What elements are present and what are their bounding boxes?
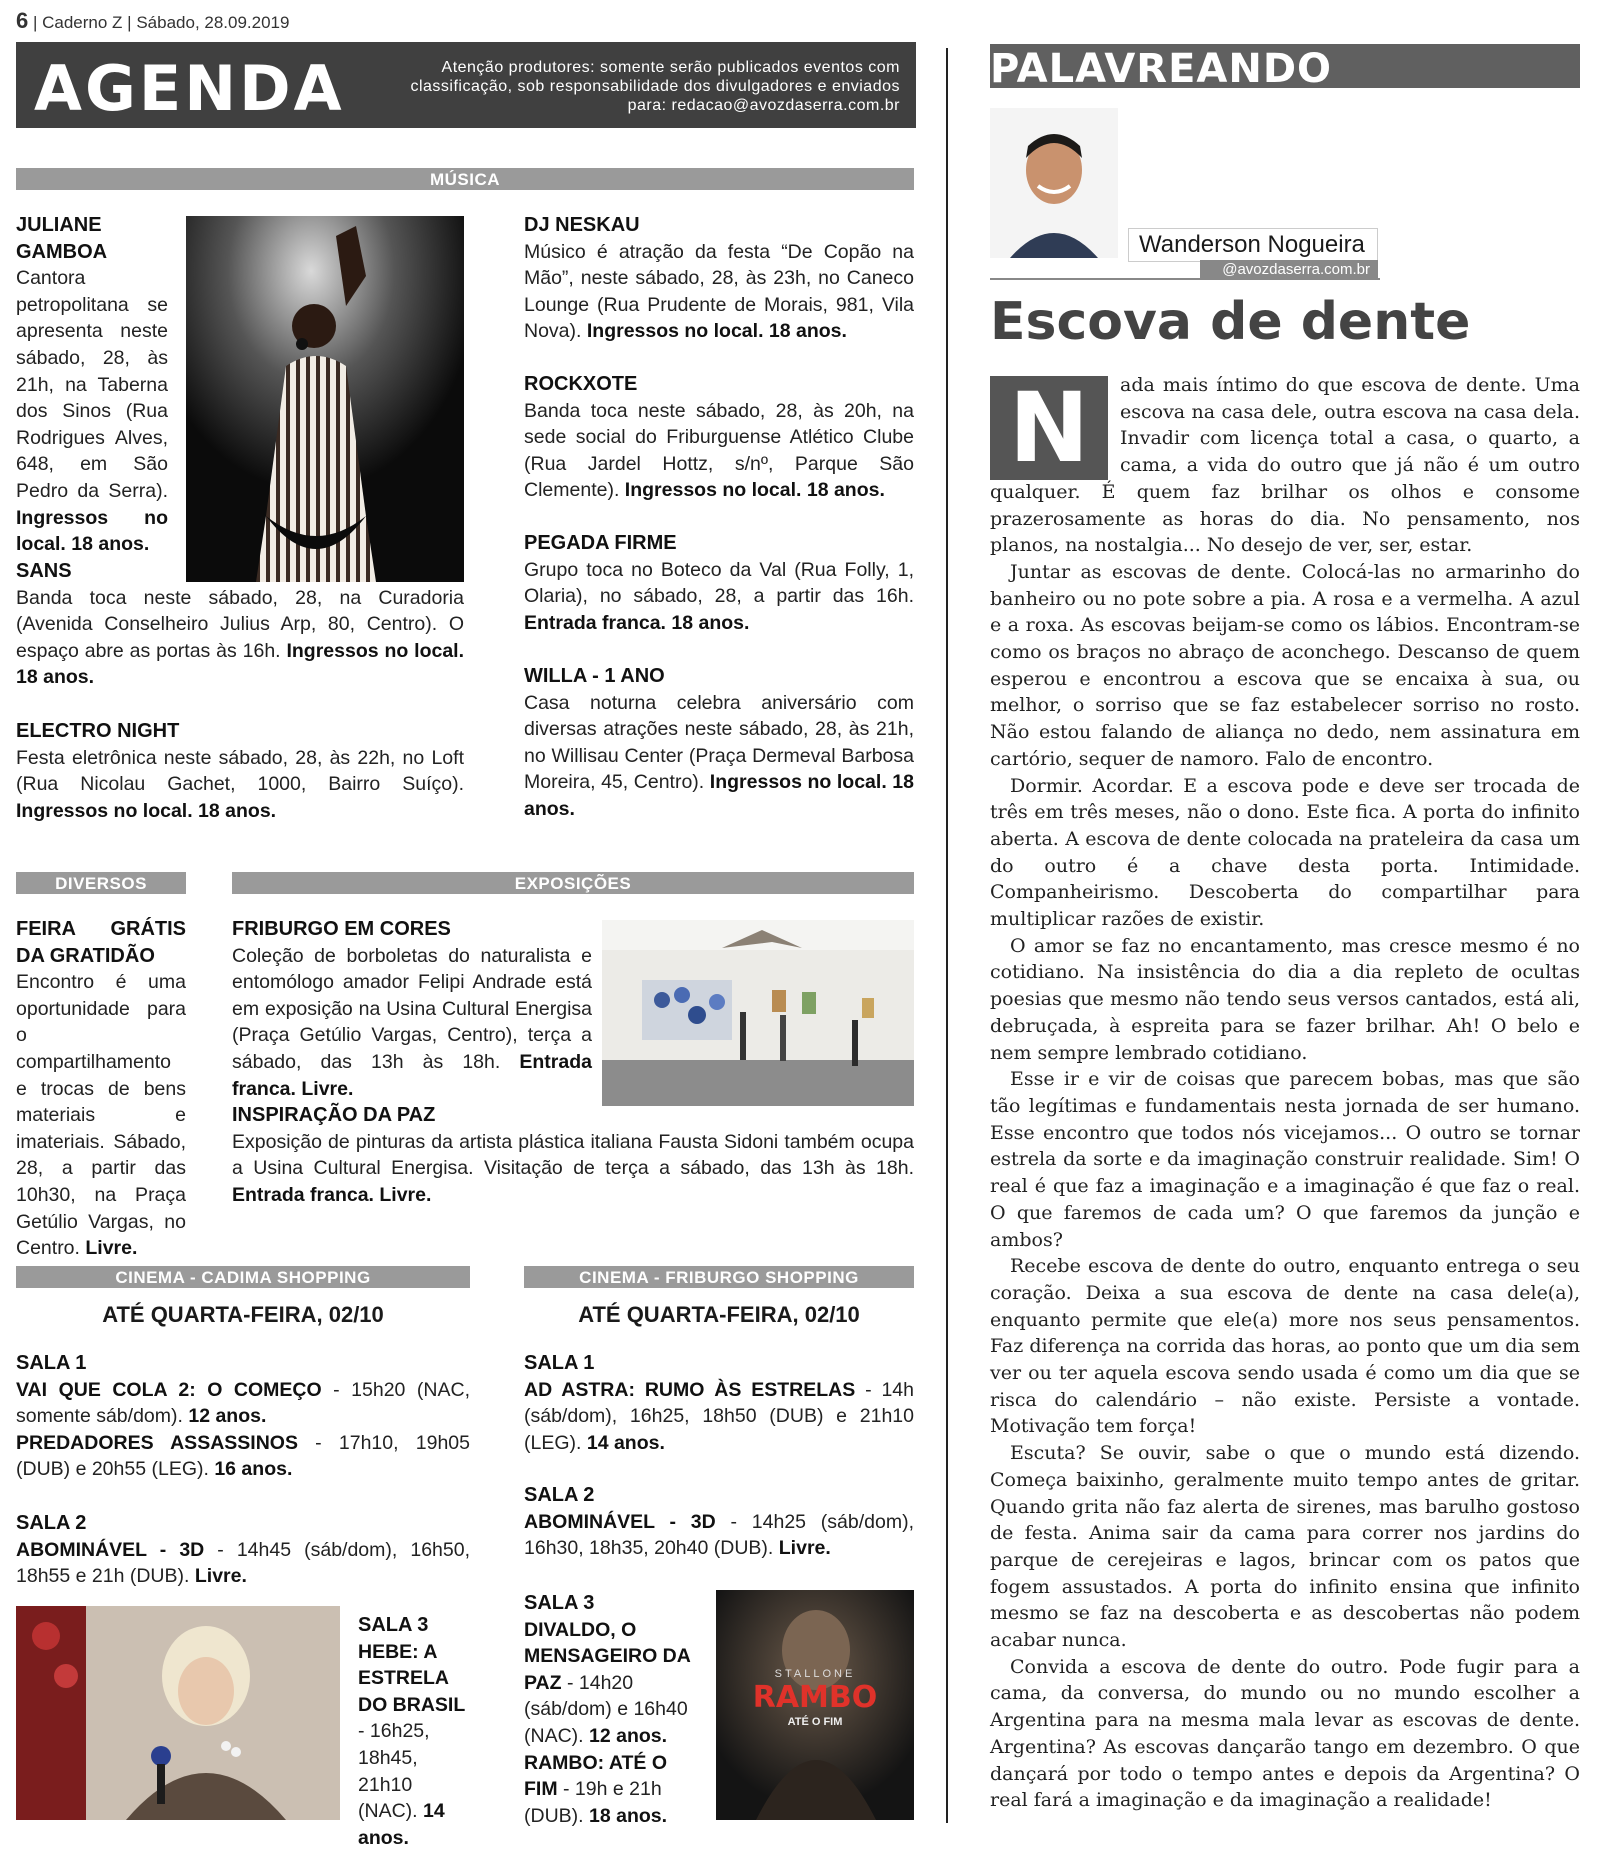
film-title: ABOMINÁVEL - 3D: [524, 1510, 716, 1533]
author-name: Wanderson Nogueira: [1128, 228, 1378, 262]
event-body: Encontro é uma oportunidade para o compartilhamento e trocas de bens materiais e imateriais. Sábado, 28, a partir das 10h30, na Praça Getúlio Vargas, no Centro.: [16, 971, 186, 1260]
cinema-cadima-header: CINEMA - CADIMA SHOPPING: [16, 1266, 470, 1288]
film-title: DIVALDO, O MENSAGEIRO DA PAZ: [524, 1618, 691, 1694]
exhibition-photo: [602, 920, 914, 1106]
event-inspiracao-paz: [232, 1102, 914, 1208]
friburgo-sala-3: [524, 1590, 696, 1829]
agenda-notice: Atenção produtores: somente serão publicados eventos com classificação, sob responsabilidade dos divulgadores e enviados para: redacao@avozdaserra.com.br: [410, 59, 900, 114]
column-divider: [946, 48, 948, 1823]
event-info: Ingressos no local. 18 anos.: [524, 771, 914, 820]
film-rating: 12 anos.: [589, 1724, 668, 1747]
rambo-poster: [716, 1590, 914, 1820]
cinema-cadima-until: ATÉ QUARTA-FEIRA, 02/10: [102, 1302, 384, 1327]
film-rating: 16 anos.: [214, 1458, 293, 1481]
event-pegada: [524, 530, 914, 636]
event-title: PEGADA FIRME: [524, 532, 677, 554]
film-times: - 15h20 (NAC, somente sáb/dom).: [16, 1378, 470, 1428]
film-times: - 14h25 (sáb/dom), 16h30, 18h35, 20h40 (DUB).: [524, 1510, 914, 1560]
event-info: Ingressos no local. 18 anos.: [624, 479, 885, 502]
sala-label: SALA 3: [524, 1592, 595, 1614]
author-photo: [990, 108, 1118, 258]
film-rating: 12 anos.: [188, 1405, 267, 1428]
event-title: FEIRA GRÁTIS DA GRATIDÃO: [16, 918, 186, 967]
film-title: PREDADORES ASSASSINOS: [16, 1431, 298, 1454]
byline-rule: [990, 278, 1380, 280]
film-times: - 14h20 (sáb/dom) e 16h40 (NAC).: [524, 1671, 688, 1747]
paragraph: Esse ir e vir de coisas que parecem bobas, mas que são tão legítimas e fundamentais nesta jornada de ser humano. Esse encontro que todos nós vicejamos... O outro se tornar estrela da sorte e da imaginação construir realidade. Sim! O real é que faz a imaginação e a imaginação é que faz o real. O que faremos de cada um? O que faremos da junção e ambos?: [990, 1068, 1580, 1251]
event-info: Entrada franca. Livre.: [232, 1183, 432, 1206]
event-info: Ingressos no local. 18 anos.: [16, 799, 277, 822]
event-info: Livre.: [85, 1237, 138, 1260]
event-body: Músico é atração da festa “De Copão na Mão”, neste sábado, 28, às 23h, no Caneco Lounge (Rua Prudente de Morais, 981, Vila Nova).: [524, 240, 914, 343]
cadima-sala-3: [358, 1612, 470, 1851]
event-title: SANS: [16, 560, 72, 582]
singer-photo: [186, 216, 464, 582]
agenda-title: AGENDA: [34, 52, 345, 125]
event-body: Grupo toca no Boteco da Val (Rua Folly, 1, Olaria), no sábado, 28, a partir das 16h.: [524, 558, 914, 608]
event-title: DJ NESKAU: [524, 214, 640, 236]
cadima-sala-1: [16, 1350, 470, 1483]
page-folio: 6 | Caderno Z | Sábado, 28.09.2019: [16, 8, 290, 33]
event-body: Banda toca neste sábado, 28, na Curadoria (Avenida Conselheiro Julius Arp, 80, Centro). O espaço abre as portas às 16h.: [16, 586, 464, 662]
sala-label: SALA 1: [16, 1352, 87, 1374]
column-body: [990, 372, 1580, 1814]
event-sans: [16, 558, 464, 691]
page-number: 6: [16, 8, 29, 33]
event-body: Casa noturna celebra aniversário com diversas atrações neste sábado, 28, às 21h, no Willisau Center (Praça Dermeval Barbosa Moreira, 45, Centro).: [524, 691, 914, 794]
event-info: Entrada franca. 18 anos.: [524, 611, 750, 634]
friburgo-sala-2: [524, 1482, 914, 1562]
palavreando-title: PALAVREANDO: [990, 46, 1333, 92]
event-electro: [16, 718, 464, 824]
film-title: ABOMINÁVEL - 3D: [16, 1538, 205, 1561]
paragraph: Juntar as escovas de dente. Colocá-las no armarinho do banheiro ou no pote sobre a pia. A rosa e a vermelha. A azul e a roxa. As escovas beijam-se como os lábios. Encontram-se como os braços no abraço de aconchego. Descanso de quem esperou e encontrou a escova que se encaixa à sua, ou melhor, o sorriso que se faz estabelecer sorriso no rosto. Não estou falando de aliança no dedo, nem assinatura em cartório, sequer de namoro. Falo de encontro.: [990, 560, 1580, 770]
event-title: FRIBURGO EM CORES: [232, 918, 451, 940]
event-title: ROCKXOTE: [524, 373, 638, 395]
drop-cap-spacer: [990, 372, 1120, 478]
exposicoes-header: EXPOSIÇÕES: [232, 872, 914, 894]
event-body: Banda toca neste sábado, 28, às 20h, na sede social do Friburguense Atlético Clube (Rua Jardel Hottz, s/nº, Parque São Clemente).: [524, 399, 914, 502]
event-body: Exposição de pinturas da artista plástica italiana Fausta Sidoni também ocupa a Usina Cultural Energisa. Visitação de terça a sábado, das 13h às 18h.: [232, 1130, 914, 1180]
paragraph: Dormir. Acordar. E a escova pode e deve ser trocada de três em três meses, não o dono. Este fica. A porta do infinito aberta. A escova de dente colocada na prateleira da casa um do outro é a chave desta porta. Intimidade. Companheirismo. Descoberta do compartilhar para multiplicar razões de existir.: [990, 774, 1580, 931]
poster-title: RAMBO: [752, 1680, 878, 1715]
paragraph-text: ada mais íntimo do que escova de dente. Uma escova na casa dele, outra escova na casa dela. Invadir com licença total a casa, o quarto, a cama, a vida do outro que já não é um outro qualquer. É quem faz brilhar os olhos e consome prazerosamente as horas do dia. No pensamento, nos planos, na nostalgia... No desejo de ver, ser, estar.: [990, 374, 1580, 557]
event-info: Ingressos no local. 18 anos.: [16, 639, 465, 689]
film-title: RAMBO: ATÉ O FIM: [524, 1751, 667, 1801]
film-times: - 19h e 21h (DUB).: [524, 1778, 662, 1827]
event-info: Ingressos no local. 18 anos.: [16, 506, 168, 556]
sala-label: SALA 2: [16, 1512, 87, 1534]
film-rating: Livre.: [778, 1537, 831, 1560]
sala-label: SALA 3: [358, 1614, 429, 1636]
paragraph: [990, 372, 1580, 559]
event-title: INSPIRAÇÃO DA PAZ: [232, 1104, 436, 1126]
event-body: Cantora petropolitana se apresenta neste sábado, 28, às 21h, na Taberna dos Sinos (Rua Rodrigues Alves, 648, em São Pedro da Serra).: [16, 267, 168, 502]
issue-date: Sábado, 28.09.2019: [136, 13, 290, 32]
film-title: VAI QUE COLA 2: O COMEÇO: [16, 1378, 322, 1401]
event-feira: [16, 916, 186, 1262]
poster-subtitle: ATÉ O FIM: [787, 1716, 843, 1728]
film-rating: 14 anos.: [586, 1431, 665, 1454]
paragraph: O amor se faz no encantamento, mas cresce mesmo é no cotidiano. Na insistência do dia a dia repleto de ocultas poesias que mesmo não tendo seus versos cantados, está ali, debruçada, à espreita para se fazer brilhar. Ah! O belo e nem sempre lembrado cotidiano.: [990, 934, 1580, 1064]
film-times: - 16h25, 18h45, 21h10 (NAC).: [358, 1720, 430, 1823]
friburgo-sala-1: [524, 1350, 914, 1456]
event-neskau: [524, 212, 914, 345]
hebe-photo: [16, 1606, 340, 1820]
paragraph: Escuta? Se ouvir, sabe o que o mundo está dizendo. Começa baixinho, geralmente muito tempo antes de gritar. Quando grita não faz alerta de sirenes, mas barulho gostoso de festa. Anima sair da cama para correr nos jardins do parque de cerejeiras e lagos, brincar com os patos que fogem assustados. A porta do infinito ensina que infinito mesmo se faz na descoberta e as descobertas não podem acabar nunca.: [990, 1442, 1580, 1652]
event-rockxote: [524, 371, 914, 504]
film-times: - 14h45 (sáb/dom), 16h50, 18h55 e 21h (DUB).: [16, 1538, 470, 1588]
sala-label: SALA 1: [524, 1352, 595, 1374]
event-juliane: [16, 212, 168, 558]
film-rating: 14 anos.: [358, 1800, 445, 1849]
event-friburgo-cores: [232, 916, 592, 1102]
author-handle: @avozdaserra.com.br: [1200, 260, 1378, 280]
cadima-sala-2: [16, 1510, 470, 1590]
film-title: AD ASTRA: RUMO ÀS ESTRELAS: [524, 1378, 856, 1401]
diversos-header: DIVERSOS: [16, 872, 186, 894]
event-info: Ingressos no local. 18 anos.: [586, 320, 847, 343]
column-headline: Escova de dente: [990, 292, 1471, 352]
event-info: Entrada franca. Livre.: [232, 1050, 592, 1100]
film-rating: 18 anos.: [589, 1804, 668, 1827]
film-times: - 17h10, 19h05 (DUB) e 20h55 (LEG).: [16, 1431, 470, 1481]
event-body: Festa eletrônica neste sábado, 28, às 22h, no Loft (Rua Nicolau Gachet, 1000, Bairro Suíço).: [16, 746, 464, 796]
event-title: ELECTRO NIGHT: [16, 720, 180, 742]
cinema-friburgo-header: CINEMA - FRIBURGO SHOPPING: [524, 1266, 914, 1288]
event-title: JULIANE GAMBOA: [16, 214, 108, 263]
film-rating: Livre.: [194, 1565, 247, 1588]
sala-label: SALA 2: [524, 1484, 595, 1506]
film-title: HEBE: A ESTRELA DO BRASIL: [358, 1640, 466, 1716]
event-willa: [524, 663, 914, 823]
poster-actor: STALLONE: [774, 1668, 856, 1680]
cinema-friburgo-until: ATÉ QUARTA-FEIRA, 02/10: [578, 1302, 860, 1327]
paragraph: Recebe escova de dente do outro, enquanto entrega o seu coração. Deixa a sua escova de dente na casa dele(a), enquanto permite que ele(a) more nos seus pensamentos. Faz diferença na corrida das horas, ao ponto que um dia sem ver ou ter aquela escova sendo usada é como um dia que se risca do calendário – não existe. Persiste a vontade. Motivação tem força!: [990, 1255, 1580, 1438]
event-body: Coleção de borboletas do naturalista e entomólogo amador Felipi Andrade está em exposição na Usina Cultural Energisa (Praça Getúlio Vargas, Centro), terça a sábado, das 13h às 18h.: [232, 944, 592, 1073]
musica-header: MÚSICA: [16, 168, 914, 190]
film-times: - 14h (sáb/dom), 16h25, 18h50 (DUB) e 21h10 (LEG).: [524, 1378, 914, 1454]
section-name: Caderno Z: [42, 13, 123, 32]
drop-cap: N: [990, 376, 1108, 480]
paragraph: Convida a escova de dente do outro. Pode fugir para a cama, da conversa, do mundo ou no mundo escolher a Argentina para na mesma mala levar as escovas de dente. Argentina? As escovas dançarão tango em dezembro. O que dançará por todo o tempo antes e depois da Argentina? O real fará a imaginação e da imaginação a realidade!: [990, 1655, 1580, 1812]
event-title: WILLA - 1 ANO: [524, 665, 665, 687]
